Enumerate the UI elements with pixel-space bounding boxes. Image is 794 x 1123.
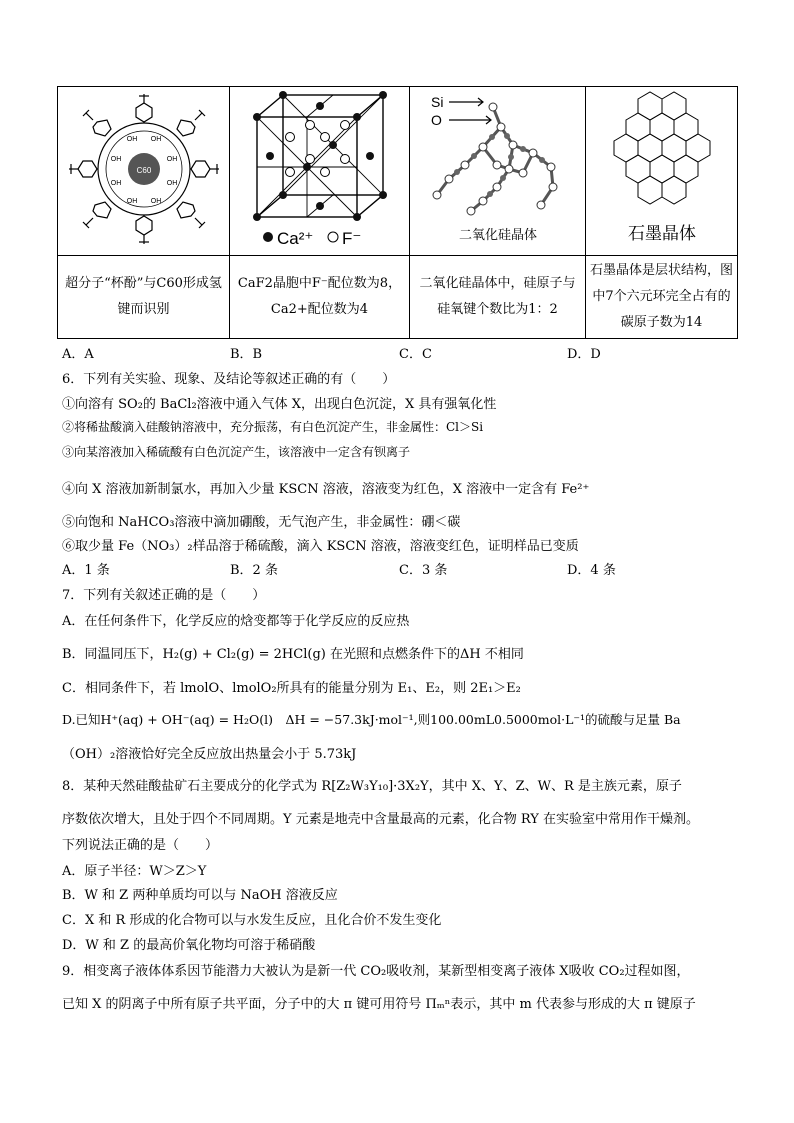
sio2-crystal-diagram — [413, 87, 583, 251]
c60-label: C60 — [136, 166, 151, 175]
calixarene-figure-cell — [58, 87, 230, 256]
q8-option-c[interactable]: C．X 和 R 形成的化合物可以与水发生反应，且化合价不发生变化 — [62, 913, 442, 928]
oh-label: OH — [150, 136, 161, 143]
oh-label: OH — [126, 136, 137, 143]
oh-label: OH — [166, 156, 177, 163]
q8-option-a[interactable]: A．原子半径：W＞Z＞Y — [62, 864, 207, 879]
caption-b: CaF2晶胞中F⁻配位数为8，Ca2+配位数为4 — [230, 256, 410, 339]
q6-item-3: ③向某溶液加入稀硫酸有白色沉淀产生，该溶液中一定含有钡离子 — [62, 445, 411, 459]
q8-stem-line3: 下列说法正确的是（ ） — [62, 838, 219, 853]
graphite-caption: 石墨晶体 — [627, 224, 696, 243]
q8-option-d[interactable]: D．W 和 Z 的最高价氧化物均可溶于稀硝酸 — [62, 938, 316, 953]
si-label: Si — [430, 94, 443, 110]
graphite-figure-cell — [586, 87, 738, 256]
q9-stem-line1: 9．相变离子液体体系因节能潜力大被认为是新一代 CO₂吸收剂，某新型相变离子液体 X吸收 CO₂过程如图， — [62, 964, 690, 979]
oh-label: OH — [166, 180, 177, 187]
q7-option-d[interactable]: D.已知H⁺(aq) + OH⁻(aq) = H₂O(l) ΔH = −57.3kJ·mol⁻¹,则100.00mL0.5000mol·L⁻¹的硫酸与足量 Ba — [62, 712, 681, 727]
sio2-figure-cell — [410, 87, 586, 256]
caption-a: 超分子“杯酚”与C60形成氢键而识别 — [58, 256, 230, 339]
q7-stem: 7．下列有关叙述正确的是（ ） — [62, 588, 266, 603]
caption-d: 石墨晶体是层状结构，图中7个六元环完全占有的碳原子数为14 — [586, 256, 738, 339]
calixarene-c60-diagram — [64, 89, 224, 249]
q6-item-5: ⑤向饱和 NaHCO₃溶液中滴加硼酸，无气泡产生，非金属性：硼＜碳 — [62, 515, 461, 530]
q7-option-d-cont: （OH）₂溶液恰好完全反应放出热量会小于 5.73kJ — [62, 747, 357, 762]
sio2-caption: 二氧化硅晶体 — [458, 227, 537, 242]
q6-item-6: ⑥取少量 Fe（NO₃）₂样品溶于稀硫酸，滴入 KSCN 溶液，溶液变红色，证明样品已变质 — [62, 539, 579, 554]
q5-choice-c[interactable]: C．C — [399, 347, 432, 362]
oh-label: OH — [110, 180, 121, 187]
q5-option-table — [57, 86, 738, 339]
q5-choice-a[interactable]: A．A — [62, 347, 94, 362]
q9-stem-line2: 已知 X 的阴离子中所有原子共平面，分子中的大 π 键可用符号 Πₘⁿ表示，其中 m 代表参与形成的大 π 键原子 — [62, 997, 696, 1012]
caption-c: 二氧化硅晶体中，硅原子与硅氧键个数比为1：2 — [410, 256, 586, 339]
q8-stem-line2: 序数依次增大，且处于四个不同周期。Y 元素是地壳中含量最高的元素，化合物 RY 在实验室中常用作干燥剂。 — [62, 812, 699, 827]
q6-choice-b[interactable]: B．2 条 — [230, 563, 278, 578]
q6-choice-a[interactable]: A．1 条 — [62, 563, 110, 578]
q7-option-c[interactable]: C．相同条件下，若 lmolO、lmolO₂所具有的能量分别为 E₁、E₂，则 2E₁＞E₂ — [62, 681, 521, 696]
oh-label: OH — [126, 198, 137, 205]
q7-option-b[interactable]: B．同温同压下，H₂(g) + Cl₂(g) = 2HCl(g) 在光照和点燃条件下的ΔH 不相同 — [62, 647, 524, 662]
o-label: O — [430, 112, 442, 128]
q6-item-4: ④向 X 溶液加新制氯水，再加入少量 KSCN 溶液，溶液变为红色，X 溶液中一定含有 Fe²⁺ — [62, 482, 590, 497]
q5-choice-d[interactable]: D．D — [567, 347, 601, 362]
ca-ion-label: Ca²⁺ — [276, 229, 313, 248]
caf2-unit-cell-diagram — [235, 87, 405, 251]
q8-option-b[interactable]: B．W 和 Z 两种单质均可以与 NaOH 溶液反应 — [62, 888, 338, 903]
q8-stem-line1: 8．某种天然硅酸盐矿石主要成分的化学式为 R[Z₂W₃Y₁₀]·3X₂Y，其中 X、Y、Z、W、R 是主族元素，原子 — [62, 779, 682, 794]
q6-choice-c[interactable]: C．3 条 — [399, 563, 448, 578]
q6-item-1: ①向溶有 SO₂的 BaCl₂溶液中通入气体 X，出现白色沉淀，X 具有强氧化性 — [62, 397, 497, 412]
q6-choice-d[interactable]: D．4 条 — [567, 563, 616, 578]
caf2-figure-cell — [230, 87, 410, 256]
q7-option-a[interactable]: A．在任何条件下，化学反应的焓变都等于化学反应的反应热 — [62, 614, 410, 629]
oh-label: OH — [150, 198, 161, 205]
q6-stem: 6．下列有关实验、现象、及结论等叙述正确的有（ ） — [62, 372, 396, 387]
q5-choice-b[interactable]: B．B — [230, 347, 263, 362]
graphite-layer-diagram — [588, 87, 736, 251]
oh-label: OH — [110, 156, 121, 163]
f-ion-label: F⁻ — [341, 229, 361, 248]
q6-item-2: ②将稀盐酸滴入硅酸钠溶液中，充分振荡，有白色沉淀产生，非金属性：Cl＞Si — [62, 420, 484, 434]
